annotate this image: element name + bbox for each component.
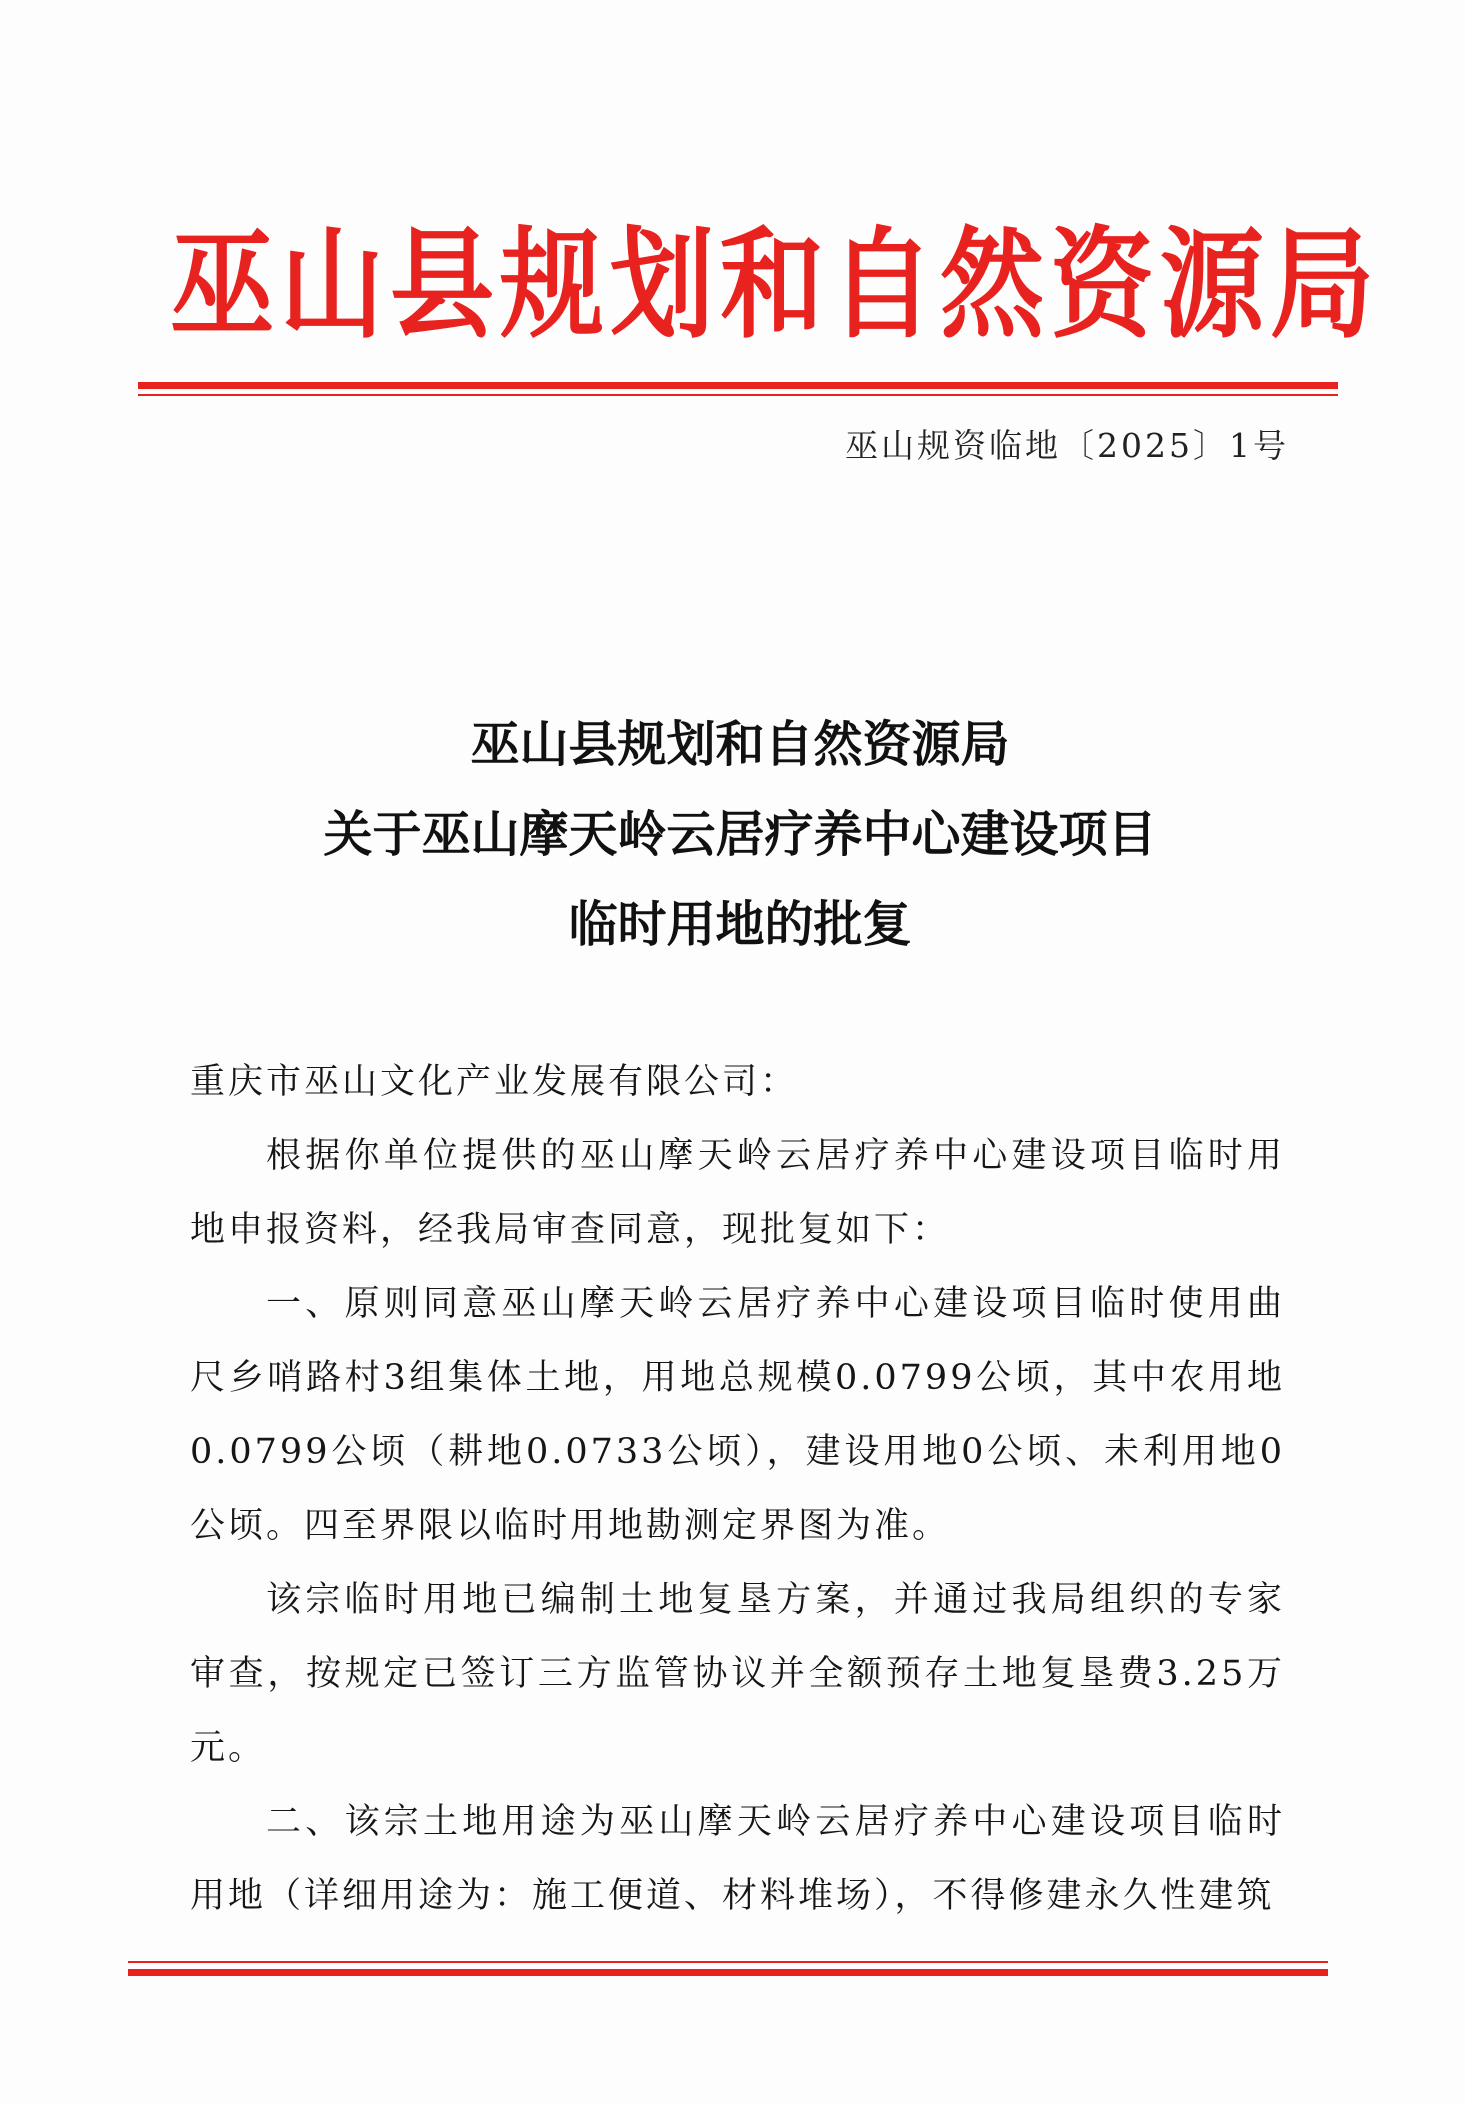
footer-red-rule-thin bbox=[128, 1961, 1328, 1963]
paragraph-item-1: 一、原则同意巫山摩天岭云居疗养中心建设项目临时使用曲尺乡哨路村3组集体土地，用地总规模0.0799公顷，其中农用地0.0799公顷（耕地0.0733公顷），建设用地0公顷、未利用地0公顷。四至界限以临时用地勘测定界图为准。 bbox=[190, 1284, 1285, 1546]
document-body bbox=[190, 1045, 1285, 1933]
footer-red-rule-thick bbox=[128, 1969, 1328, 1976]
header-red-rule-thick bbox=[138, 382, 1338, 389]
agency-masthead: 巫山县规划和自然资源局 bbox=[170, 214, 1381, 355]
title-line-2: 关于巫山摩天岭云居疗养中心建设项目 bbox=[323, 806, 1157, 863]
paragraph-reclamation: 该宗临时用地已编制土地复垦方案，并通过我局组织的专家审查，按规定已签订三方监管协议并全额预存土地复垦费3.25万元。 bbox=[190, 1580, 1285, 1768]
paragraph-intro: 根据你单位提供的巫山摩天岭云居疗养中心建设项目临时用地申报资料，经我局审查同意，现批复如下： bbox=[190, 1136, 1285, 1250]
title-line-3: 临时用地的批复 bbox=[568, 896, 912, 953]
paragraph-item-2: 二、该宗土地用途为巫山摩天岭云居疗养中心建设项目临时用地（详细用途为：施工便道、材料堆场），不得修建永久性建筑 bbox=[190, 1802, 1285, 1916]
document-number: 巫山规资临地〔2025〕1号 bbox=[845, 426, 1289, 465]
title-line-1: 巫山县规划和自然资源局 bbox=[470, 716, 1010, 773]
header-red-rule-thin bbox=[138, 394, 1338, 396]
document-title bbox=[150, 700, 1330, 970]
salutation: 重庆市巫山文化产业发展有限公司： bbox=[190, 1062, 799, 1102]
